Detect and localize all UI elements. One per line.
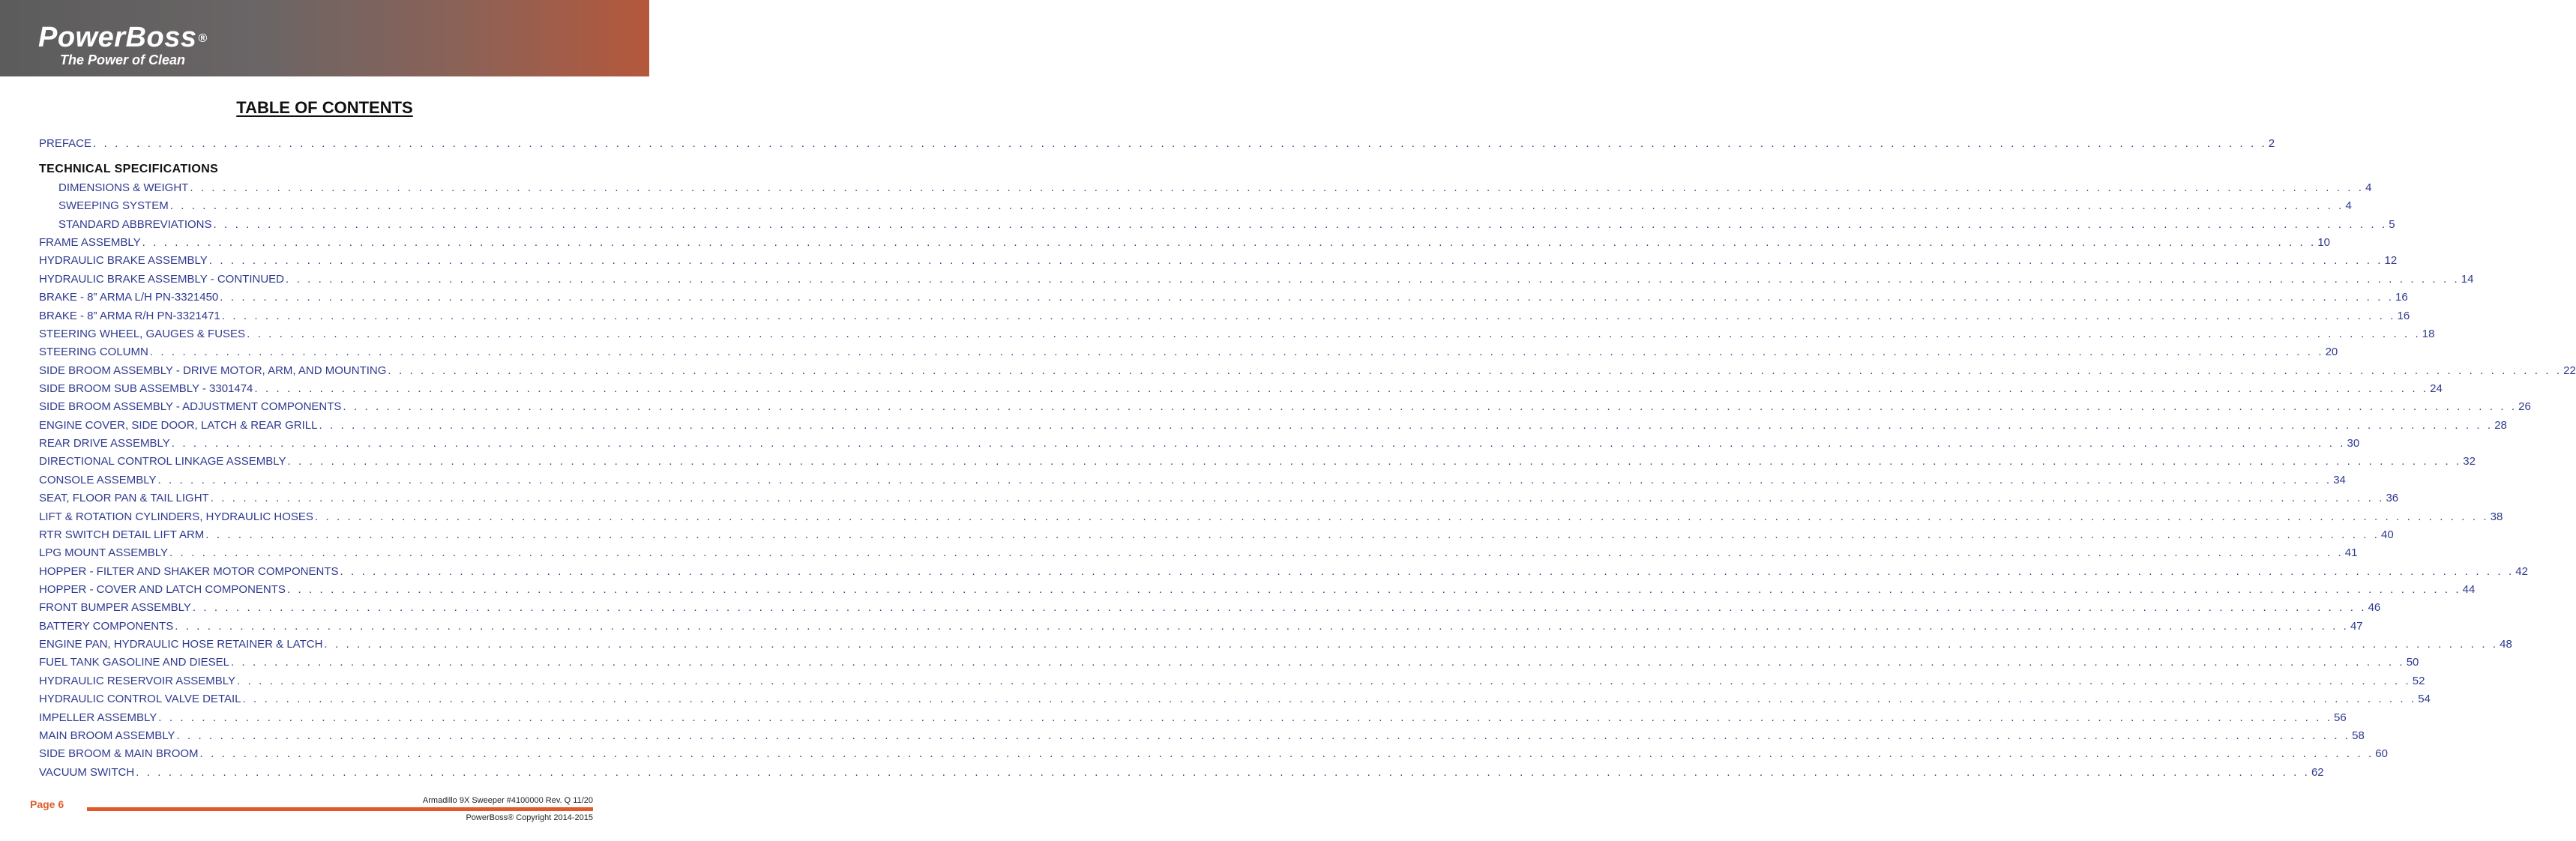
- toc-entry[interactable]: [39, 711, 2347, 725]
- toc-leader-dots: . . . . . . . . . . . . . . . . . . . . . . . . . . . . . . . . . . . . . . . . . . . . . . . . . . . . . . . . . . . . . . . . . . . . . . . . . . . . . . . . . . . . . . . . . . . . . . . . . . . . . . . . . . . . . . . . . . . . . . . . . . . . . . . . . . . . . . . . . . . . . . . . . . . . . . . . . . . . . . . . . . . . . . . . . . . . . . . . . . . . . . . . . . . . . . . . . . . . . . . .: [190, 181, 2365, 194]
- toc-leader-dots: . . . . . . . . . . . . . . . . . . . . . . . . . . . . . . . . . . . . . . . . . . . . . . . . . . . . . . . . . . . . . . . . . . . . . . . . . . . . . . . . . . . . . . . . . . . . . . . . . . . . . . . . . . . . . . . . . . . . . . . . . . . . . . . . . . . . . . . . . . . . . . . . . . . . . . . . . . . . . . . . . . . . . . . . . . . . . . . . . . . . . . . . . . . . . . . . . . . . . . . .: [324, 638, 2499, 651]
- toc-entry-page: 4: [2365, 181, 2372, 194]
- toc-entry[interactable]: [39, 364, 2576, 378]
- toc-entry-page: 47: [2350, 620, 2363, 633]
- toc-leader-dots: . . . . . . . . . . . . . . . . . . . . . . . . . . . . . . . . . . . . . . . . . . . . . . . . . . . . . . . . . . . . . . . . . . . . . . . . . . . . . . . . . . . . . . . . . . . . . . . . . . . . . . . . . . . . . . . . . . . . . . . . . . . . . . . . . . . . . . . . . . . . . . . . . . . . . . . . . . . . . . . . . . . . . . . . . . . . . . . . . . . . . . . . . . . . . . . . . . . . . . . .: [287, 455, 2462, 468]
- toc-entry[interactable]: [39, 766, 2324, 780]
- toc-entry[interactable]: [39, 675, 2425, 688]
- toc-entry-page: 52: [2412, 675, 2425, 687]
- toc-entry-page: 42: [2515, 565, 2528, 578]
- toc-entry-label: DIRECTIONAL CONTROL LINKAGE ASSEMBLY: [39, 455, 286, 468]
- toc-entry-label: BATTERY COMPONENTS: [39, 620, 174, 633]
- toc-entry-page: 48: [2500, 638, 2512, 651]
- toc-leader-dots: . . . . . . . . . . . . . . . . . . . . . . . . . . . . . . . . . . . . . . . . . . . . . . . . . . . . . . . . . . . . . . . . . . . . . . . . . . . . . . . . . . . . . . . . . . . . . . . . . . . . . . . . . . . . . . . . . . . . . . . . . . . . . . . . . . . . . . . . . . . . . . . . . . . . . . . . . . . . . . . . . . . . . . . . . . . . . . . . . . . . . . . . . . . . . . . . . . . . . . . .: [286, 273, 2460, 286]
- toc-entry[interactable]: [39, 419, 2507, 432]
- toc-entry-page: 56: [2334, 711, 2347, 724]
- toc-entry-label: FRAME ASSEMBLY: [39, 236, 141, 249]
- toc-entry[interactable]: [39, 310, 2410, 323]
- toc-leader-dots: . . . . . . . . . . . . . . . . . . . . . . . . . . . . . . . . . . . . . . . . . . . . . . . . . . . . . . . . . . . . . . . . . . . . . . . . . . . . . . . . . . . . . . . . . . . . . . . . . . . . . . . . . . . . . . . . . . . . . . . . . . . . . . . . . . . . . . . . . . . . . . . . . . . . . . . . . . . . . . . . . . . . . . . . . . . . . . . . . . . . . . . . . . . . . . . . . . . . . . . .: [213, 218, 2388, 231]
- toc-entry-page: 28: [2494, 419, 2507, 432]
- toc-entry-page: 46: [2368, 601, 2381, 614]
- toc-leader-dots: . . . . . . . . . . . . . . . . . . . . . . . . . . . . . . . . . . . . . . . . . . . . . . . . . . . . . . . . . . . . . . . . . . . . . . . . . . . . . . . . . . . . . . . . . . . . . . . . . . . . . . . . . . . . . . . . . . . . . . . . . . . . . . . . . . . . . . . . . . . . . . . . . . . . . . . . . . . . . . . . . . . . . . . . . . . . . . . . . . . . . . . . . . . . . . . . . . . . . . . .: [171, 437, 2346, 450]
- footer-page-number: Page 6: [30, 798, 64, 810]
- toc-leader-dots: . . . . . . . . . . . . . . . . . . . . . . . . . . . . . . . . . . . . . . . . . . . . . . . . . . . . . . . . . . . . . . . . . . . . . . . . . . . . . . . . . . . . . . . . . . . . . . . . . . . . . . . . . . . . . . . . . . . . . . . . . . . . . . . . . . . . . . . . . . . . . . . . . . . . . . . . . . . . . . . . . . . . . . . . . . . . . . . . . . . . . . . . . . . . . . . . . . . . . . . .: [340, 565, 2515, 578]
- toc-entry[interactable]: [39, 528, 2394, 542]
- toc-entry-label: ENGINE COVER, SIDE DOOR, LATCH & REAR GRILL: [39, 419, 318, 432]
- toc-entry[interactable]: [39, 492, 2399, 505]
- page-title: [0, 98, 649, 118]
- toc-entry[interactable]: [39, 510, 2503, 524]
- toc-entry-label: CONSOLE ASSEMBLY: [39, 474, 157, 486]
- toc-leader-dots: . . . . . . . . . . . . . . . . . . . . . . . . . . . . . . . . . . . . . . . . . . . . . . . . . . . . . . . . . . . . . . . . . . . . . . . . . . . . . . . . . . . . . . . . . . . . . . . . . . . . . . . . . . . . . . . . . . . . . . . . . . . . . . . . . . . . . . . . . . . . . . . . . . . . . . . . . . . . . . . . . . . . . . . . . . . . . . . . . . . . . . . . . . . . . . . . . . . . . . . .: [242, 693, 2417, 705]
- brand-tagline: The Power of Clean: [60, 52, 186, 67]
- toc-entry-page: 30: [2347, 437, 2360, 450]
- toc-entry[interactable]: [39, 729, 2365, 743]
- toc-entry-page: 4: [2345, 199, 2352, 212]
- toc-entry-label: IMPELLER ASSEMBLY: [39, 711, 157, 724]
- toc-entry[interactable]: [39, 546, 2358, 560]
- toc-entry[interactable]: [39, 400, 2531, 414]
- footer-divider: [87, 807, 593, 811]
- toc-leader-dots: . . . . . . . . . . . . . . . . . . . . . . . . . . . . . . . . . . . . . . . . . . . . . . . . . . . . . . . . . . . . . . . . . . . . . . . . . . . . . . . . . . . . . . . . . . . . . . . . . . . . . . . . . . . . . . . . . . . . . . . . . . . . . . . . . . . . . . . . . . . . . . . . . . . . . . . . . . . . . . . . . . . . . . . . . . . . . . . . . . . . . . . . . . . . . . . . . . . . . . . .: [136, 766, 2310, 779]
- toc-entry-label: FRONT BUMPER ASSEMBLY: [39, 601, 191, 614]
- toc-entry-label: BRAKE - 8” ARMA L/H PN-3321450: [39, 291, 219, 304]
- toc-entry-label: MAIN BROOM ASSEMBLY: [39, 729, 175, 742]
- toc-leader-dots: . . . . . . . . . . . . . . . . . . . . . . . . . . . . . . . . . . . . . . . . . . . . . . . . . . . . . . . . . . . . . . . . . . . . . . . . . . . . . . . . . . . . . . . . . . . . . . . . . . . . . . . . . . . . . . . . . . . . . . . . . . . . . . . . . . . . . . . . . . . . . . . . . . . . . . . . . . . . . . . . . . . . . . . . . . . . . . . . . . . . . . . . . . . . . . . . . . . . . . . .: [158, 711, 2333, 724]
- toc-leader-dots: . . . . . . . . . . . . . . . . . . . . . . . . . . . . . . . . . . . . . . . . . . . . . . . . . . . . . . . . . . . . . . . . . . . . . . . . . . . . . . . . . . . . . . . . . . . . . . . . . . . . . . . . . . . . . . . . . . . . . . . . . . . . . . . . . . . . . . . . . . . . . . . . . . . . . . . . . . . . . . . . . . . . . . . . . . . . . . . . . . . . . . . . . . . . . . . . . . . . . . . .: [221, 310, 2396, 322]
- brand-name: PowerBoss: [38, 22, 197, 53]
- toc-entry[interactable]: [39, 474, 2346, 487]
- toc-entry-page: 34: [2333, 474, 2346, 486]
- toc-entry-page: 60: [2375, 747, 2388, 760]
- toc-entry-label: LPG MOUNT ASSEMBLY: [39, 546, 168, 559]
- toc-leader-dots: . . . . . . . . . . . . . . . . . . . . . . . . . . . . . . . . . . . . . . . . . . . . . . . . . . . . . . . . . . . . . . . . . . . . . . . . . . . . . . . . . . . . . . . . . . . . . . . . . . . . . . . . . . . . . . . . . . . . . . . . . . . . . . . . . . . . . . . . . . . . . . . . . . . . . . . . . . . . . . . . . . . . . . . . . . . . . . . . . . . . . . . . . . . . . . . . . . . . . . . .: [169, 199, 2344, 212]
- toc-leader-dots: . . . . . . . . . . . . . . . . . . . . . . . . . . . . . . . . . . . . . . . . . . . . . . . . . . . . . . . . . . . . . . . . . . . . . . . . . . . . . . . . . . . . . . . . . . . . . . . . . . . . . . . . . . . . . . . . . . . . . . . . . . . . . . . . . . . . . . . . . . . . . . . . . . . . . . . . . . . . . . . . . . . . . . . . . . . . . . . . . . . . . . . . . . . . . . . . . . . . . . . .: [199, 747, 2374, 760]
- toc-entry-label: STEERING COLUMN: [39, 346, 148, 358]
- toc-entry-label: HOPPER - COVER AND LATCH COMPONENTS: [39, 583, 286, 596]
- toc-entry-page: 16: [2395, 291, 2408, 304]
- registered-mark: ®: [198, 32, 208, 45]
- toc-entry-label: HOPPER - FILTER AND SHAKER MOTOR COMPONENTS: [39, 565, 339, 578]
- toc-leader-dots: . . . . . . . . . . . . . . . . . . . . . . . . . . . . . . . . . . . . . . . . . . . . . . . . . . . . . . . . . . . . . . . . . . . . . . . . . . . . . . . . . . . . . . . . . . . . . . . . . . . . . . . . . . . . . . . . . . . . . . . . . . . . . . . . . . . . . . . . . . . . . . . . . . . . . . . . . . . . . . . . . . . . . . . . . . . . . . . . . . . . . . . . . . . . . . . . . . . . . . . .: [175, 620, 2349, 633]
- toc-entry-label: VACUUM SWITCH: [39, 766, 135, 779]
- toc-leader-dots: . . . . . . . . . . . . . . . . . . . . . . . . . . . . . . . . . . . . . . . . . . . . . . . . . . . . . . . . . . . . . . . . . . . . . . . . . . . . . . . . . . . . . . . . . . . . . . . . . . . . . . . . . . . . . . . . . . . . . . . . . . . . . . . . . . . . . . . . . . . . . . . . . . . . . . . . . . . . . . . . . . . . . . . . . . . . . . . . . . . . . . . . . . . . . . . . . . . . . . . .: [220, 291, 2395, 304]
- toc-entry-label: FUEL TANK GASOLINE AND DIESEL: [39, 656, 229, 669]
- toc-entry[interactable]: [39, 236, 2331, 250]
- toc-entry[interactable]: [58, 218, 2395, 232]
- toc-entry-page: 2: [2268, 137, 2275, 150]
- toc-entry[interactable]: [39, 137, 2275, 151]
- toc-leader-dots: . . . . . . . . . . . . . . . . . . . . . . . . . . . . . . . . . . . . . . . . . . . . . . . . . . . . . . . . . . . . . . . . . . . . . . . . . . . . . . . . . . . . . . . . . . . . . . . . . . . . . . . . . . . . . . . . . . . . . . . . . . . . . . . . . . . . . . . . . . . . . . . . . . . . . . . . . . . . . . . . . . . . . . . . . . . . . . . . . . . . . . . . . . . . . . . . . . . . . . . .: [157, 474, 2332, 486]
- toc-leader-dots: . . . . . . . . . . . . . . . . . . . . . . . . . . . . . . . . . . . . . . . . . . . . . . . . . . . . . . . . . . . . . . . . . . . . . . . . . . . . . . . . . . . . . . . . . . . . . . . . . . . . . . . . . . . . . . . . . . . . . . . . . . . . . . . . . . . . . . . . . . . . . . . . . . . . . . . . . . . . . . . . . . . . . . . . . . . . . . . . . . . . . . . . . . . . . . . . . . . . . . . .: [93, 137, 2267, 150]
- footer-document-reference: Armadillo 9X Sweeper #4100000 Rev. Q 11/20: [422, 796, 593, 805]
- toc-entry[interactable]: [39, 620, 2363, 633]
- toc-entry-label: STEERING WHEEL, GAUGES & FUSES: [39, 328, 246, 340]
- toc-entry-page: 20: [2325, 346, 2338, 358]
- toc-entry-label: SIDE BROOM ASSEMBLY - ADJUSTMENT COMPONENTS: [39, 400, 342, 413]
- footer-copyright: PowerBoss® Copyright 2014-2015: [466, 813, 593, 822]
- toc-entry-label: HYDRAULIC BRAKE ASSEMBLY - CONTINUED: [39, 273, 285, 286]
- toc-leader-dots: . . . . . . . . . . . . . . . . . . . . . . . . . . . . . . . . . . . . . . . . . . . . . . . . . . . . . . . . . . . . . . . . . . . . . . . . . . . . . . . . . . . . . . . . . . . . . . . . . . . . . . . . . . . . . . . . . . . . . . . . . . . . . . . . . . . . . . . . . . . . . . . . . . . . . . . . . . . . . . . . . . . . . . . . . . . . . . . . . . . . . . . . . . . . . . . . . . . . . . . .: [388, 364, 2563, 377]
- toc-leader-dots: . . . . . . . . . . . . . . . . . . . . . . . . . . . . . . . . . . . . . . . . . . . . . . . . . . . . . . . . . . . . . . . . . . . . . . . . . . . . . . . . . . . . . . . . . . . . . . . . . . . . . . . . . . . . . . . . . . . . . . . . . . . . . . . . . . . . . . . . . . . . . . . . . . . . . . . . . . . . . . . . . . . . . . . . . . . . . . . . . . . . . . . . . . . . . . . . . . . . . . . .: [192, 601, 2367, 614]
- toc-entry-page: 40: [2381, 528, 2394, 541]
- toc-entry-page: 58: [2352, 729, 2365, 742]
- section-heading: TECHNICAL SPECIFICATIONS: [39, 163, 219, 175]
- toc-entry-page: 18: [2422, 328, 2435, 340]
- toc-entry-label: HYDRAULIC CONTROL VALVE DETAIL: [39, 693, 241, 705]
- toc-leader-dots: . . . . . . . . . . . . . . . . . . . . . . . . . . . . . . . . . . . . . . . . . . . . . . . . . . . . . . . . . . . . . . . . . . . . . . . . . . . . . . . . . . . . . . . . . . . . . . . . . . . . . . . . . . . . . . . . . . . . . . . . . . . . . . . . . . . . . . . . . . . . . . . . . . . . . . . . . . . . . . . . . . . . . . . . . . . . . . . . . . . . . . . . . . . . . . . . . . . . . . . .: [319, 419, 2494, 432]
- toc-entry[interactable]: [39, 693, 2431, 706]
- toc-entry-page: 32: [2463, 455, 2476, 468]
- toc-entry-page: 26: [2518, 400, 2531, 413]
- toc-leader-dots: . . . . . . . . . . . . . . . . . . . . . . . . . . . . . . . . . . . . . . . . . . . . . . . . . . . . . . . . . . . . . . . . . . . . . . . . . . . . . . . . . . . . . . . . . . . . . . . . . . . . . . . . . . . . . . . . . . . . . . . . . . . . . . . . . . . . . . . . . . . . . . . . . . . . . . . . . . . . . . . . . . . . . . . . . . . . . . . . . . . . . . . . . . . . . . . . . . . . . . . .: [286, 583, 2461, 596]
- toc-entry-label: BRAKE - 8” ARMA R/H PN-3321471: [39, 310, 220, 322]
- toc-entry-label: RTR SWITCH DETAIL LIFT ARM: [39, 528, 205, 541]
- toc-entry-page: 41: [2344, 546, 2358, 559]
- toc-entry-page: 44: [2462, 583, 2476, 596]
- toc-entry[interactable]: [39, 437, 2360, 450]
- toc-entry[interactable]: [39, 455, 2476, 468]
- toc-entry-label: DIMENSIONS & WEIGHT: [58, 181, 189, 194]
- toc-leader-dots: . . . . . . . . . . . . . . . . . . . . . . . . . . . . . . . . . . . . . . . . . . . . . . . . . . . . . . . . . . . . . . . . . . . . . . . . . . . . . . . . . . . . . . . . . . . . . . . . . . . . . . . . . . . . . . . . . . . . . . . . . . . . . . . . . . . . . . . . . . . . . . . . . . . . . . . . . . . . . . . . . . . . . . . . . . . . . . . . . . . . . . . . . . . . . . . . . . . . . . . .: [230, 656, 2405, 669]
- toc-entry-page: 50: [2406, 656, 2419, 669]
- toc-leader-dots: . . . . . . . . . . . . . . . . . . . . . . . . . . . . . . . . . . . . . . . . . . . . . . . . . . . . . . . . . . . . . . . . . . . . . . . . . . . . . . . . . . . . . . . . . . . . . . . . . . . . . . . . . . . . . . . . . . . . . . . . . . . . . . . . . . . . . . . . . . . . . . . . . . . . . . . . . . . . . . . . . . . . . . . . . . . . . . . . . . . . . . . . . . . . . . . . . . . . . . . .: [314, 510, 2489, 523]
- toc-leader-dots: . . . . . . . . . . . . . . . . . . . . . . . . . . . . . . . . . . . . . . . . . . . . . . . . . . . . . . . . . . . . . . . . . . . . . . . . . . . . . . . . . . . . . . . . . . . . . . . . . . . . . . . . . . . . . . . . . . . . . . . . . . . . . . . . . . . . . . . . . . . . . . . . . . . . . . . . . . . . . . . . . . . . . . . . . . . . . . . . . . . . . . . . . . . . . . . . . . . . . . . .: [205, 528, 2380, 541]
- toc-entry[interactable]: [58, 181, 2372, 195]
- toc-leader-dots: . . . . . . . . . . . . . . . . . . . . . . . . . . . . . . . . . . . . . . . . . . . . . . . . . . . . . . . . . . . . . . . . . . . . . . . . . . . . . . . . . . . . . . . . . . . . . . . . . . . . . . . . . . . . . . . . . . . . . . . . . . . . . . . . . . . . . . . . . . . . . . . . . . . . . . . . . . . . . . . . . . . . . . . . . . . . . . . . . . . . . . . . . . . . . . . . . . . . . . . .: [343, 400, 2518, 413]
- toc-leader-dots: . . . . . . . . . . . . . . . . . . . . . . . . . . . . . . . . . . . . . . . . . . . . . . . . . . . . . . . . . . . . . . . . . . . . . . . . . . . . . . . . . . . . . . . . . . . . . . . . . . . . . . . . . . . . . . . . . . . . . . . . . . . . . . . . . . . . . . . . . . . . . . . . . . . . . . . . . . . . . . . . . . . . . . . . . . . . . . . . . . . . . . . . . . . . . . . . . . . . . . . .: [149, 346, 2324, 358]
- toc-leader-dots: . . . . . . . . . . . . . . . . . . . . . . . . . . . . . . . . . . . . . . . . . . . . . . . . . . . . . . . . . . . . . . . . . . . . . . . . . . . . . . . . . . . . . . . . . . . . . . . . . . . . . . . . . . . . . . . . . . . . . . . . . . . . . . . . . . . . . . . . . . . . . . . . . . . . . . . . . . . . . . . . . . . . . . . . . . . . . . . . . . . . . . . . . . . . . . . . . . . . . . . .: [254, 382, 2429, 395]
- toc-entry-label: SIDE BROOM SUB ASSEMBLY - 3301474: [39, 382, 253, 395]
- toc-entry-page: 22: [2563, 364, 2576, 377]
- toc-entry-label: SIDE BROOM & MAIN BROOM: [39, 747, 199, 760]
- page-header-banner: [0, 0, 649, 76]
- toc-entry-label: PREFACE: [39, 137, 92, 150]
- toc-entry-label: LIFT & ROTATION CYLINDERS, HYDRAULIC HOSES: [39, 510, 313, 523]
- toc-entry-label: SWEEPING SYSTEM: [58, 199, 169, 212]
- powerboss-logo: [38, 22, 208, 52]
- toc-entry-page: 10: [2317, 236, 2331, 249]
- toc-entry[interactable]: [58, 199, 2352, 213]
- toc-entry[interactable]: [39, 601, 2381, 615]
- toc-entry-page: 14: [2461, 273, 2474, 286]
- toc-entry[interactable]: [39, 638, 2512, 651]
- toc-entry[interactable]: [39, 273, 2474, 286]
- toc-entry-page: 36: [2386, 492, 2399, 504]
- toc-leader-dots: . . . . . . . . . . . . . . . . . . . . . . . . . . . . . . . . . . . . . . . . . . . . . . . . . . . . . . . . . . . . . . . . . . . . . . . . . . . . . . . . . . . . . . . . . . . . . . . . . . . . . . . . . . . . . . . . . . . . . . . . . . . . . . . . . . . . . . . . . . . . . . . . . . . . . . . . . . . . . . . . . . . . . . . . . . . . . . . . . . . . . . . . . . . . . . . . . . . . . . . .: [176, 729, 2351, 742]
- toc-entry-label: SEAT, FLOOR PAN & TAIL LIGHT: [39, 492, 209, 504]
- toc-leader-dots: . . . . . . . . . . . . . . . . . . . . . . . . . . . . . . . . . . . . . . . . . . . . . . . . . . . . . . . . . . . . . . . . . . . . . . . . . . . . . . . . . . . . . . . . . . . . . . . . . . . . . . . . . . . . . . . . . . . . . . . . . . . . . . . . . . . . . . . . . . . . . . . . . . . . . . . . . . . . . . . . . . . . . . . . . . . . . . . . . . . . . . . . . . . . . . . . . . . . . . . .: [210, 492, 2385, 504]
- toc-entry-page: 16: [2397, 310, 2410, 322]
- toc-entry[interactable]: [39, 583, 2476, 597]
- toc-entry-label: REAR DRIVE ASSEMBLY: [39, 437, 170, 450]
- toc-leader-dots: . . . . . . . . . . . . . . . . . . . . . . . . . . . . . . . . . . . . . . . . . . . . . . . . . . . . . . . . . . . . . . . . . . . . . . . . . . . . . . . . . . . . . . . . . . . . . . . . . . . . . . . . . . . . . . . . . . . . . . . . . . . . . . . . . . . . . . . . . . . . . . . . . . . . . . . . . . . . . . . . . . . . . . . . . . . . . . . . . . . . . . . . . . . . . . . . . . . . . . . .: [247, 328, 2421, 340]
- toc-entry-label: ENGINE PAN, HYDRAULIC HOSE RETAINER & LATCH: [39, 638, 323, 651]
- toc-entry-page: 5: [2389, 218, 2395, 231]
- toc-entry-page: 24: [2430, 382, 2443, 395]
- toc-entry-page: 38: [2490, 510, 2503, 523]
- toc-entry-page: 62: [2311, 766, 2324, 779]
- toc-entry-label: HYDRAULIC RESERVOIR ASSEMBLY: [39, 675, 236, 687]
- toc-entry-label: STANDARD ABBREVIATIONS: [58, 218, 212, 231]
- toc-entry[interactable]: [39, 346, 2338, 359]
- page-title-text: TABLE OF CONTENTS: [236, 98, 413, 117]
- toc-entry[interactable]: [39, 254, 2398, 268]
- toc-leader-dots: . . . . . . . . . . . . . . . . . . . . . . . . . . . . . . . . . . . . . . . . . . . . . . . . . . . . . . . . . . . . . . . . . . . . . . . . . . . . . . . . . . . . . . . . . . . . . . . . . . . . . . . . . . . . . . . . . . . . . . . . . . . . . . . . . . . . . . . . . . . . . . . . . . . . . . . . . . . . . . . . . . . . . . . . . . . . . . . . . . . . . . . . . . . . . . . . . . . . . . . .: [169, 546, 2344, 559]
- toc-leader-dots: . . . . . . . . . . . . . . . . . . . . . . . . . . . . . . . . . . . . . . . . . . . . . . . . . . . . . . . . . . . . . . . . . . . . . . . . . . . . . . . . . . . . . . . . . . . . . . . . . . . . . . . . . . . . . . . . . . . . . . . . . . . . . . . . . . . . . . . . . . . . . . . . . . . . . . . . . . . . . . . . . . . . . . . . . . . . . . . . . . . . . . . . . . . . . . . . . . . . . . . .: [237, 675, 2411, 687]
- toc-entry-page: 54: [2418, 693, 2431, 705]
- toc-leader-dots: . . . . . . . . . . . . . . . . . . . . . . . . . . . . . . . . . . . . . . . . . . . . . . . . . . . . . . . . . . . . . . . . . . . . . . . . . . . . . . . . . . . . . . . . . . . . . . . . . . . . . . . . . . . . . . . . . . . . . . . . . . . . . . . . . . . . . . . . . . . . . . . . . . . . . . . . . . . . . . . . . . . . . . . . . . . . . . . . . . . . . . . . . . . . . . . . . . . . . . . .: [142, 236, 2317, 249]
- toc-entry[interactable]: [39, 382, 2443, 396]
- toc-leader-dots: . . . . . . . . . . . . . . . . . . . . . . . . . . . . . . . . . . . . . . . . . . . . . . . . . . . . . . . . . . . . . . . . . . . . . . . . . . . . . . . . . . . . . . . . . . . . . . . . . . . . . . . . . . . . . . . . . . . . . . . . . . . . . . . . . . . . . . . . . . . . . . . . . . . . . . . . . . . . . . . . . . . . . . . . . . . . . . . . . . . . . . . . . . . . . . . . . . . . . . . .: [208, 254, 2383, 267]
- toc-entry[interactable]: [39, 747, 2388, 761]
- toc-entry[interactable]: [39, 565, 2528, 579]
- toc-entry[interactable]: [39, 291, 2408, 304]
- toc-entry-label: HYDRAULIC BRAKE ASSEMBLY: [39, 254, 208, 267]
- toc-entry-page: 12: [2384, 254, 2398, 267]
- toc-entry[interactable]: [39, 656, 2419, 669]
- toc-entry[interactable]: [39, 328, 2435, 341]
- toc-entry-label: SIDE BROOM ASSEMBLY - DRIVE MOTOR, ARM, AND MOUNTING: [39, 364, 387, 377]
